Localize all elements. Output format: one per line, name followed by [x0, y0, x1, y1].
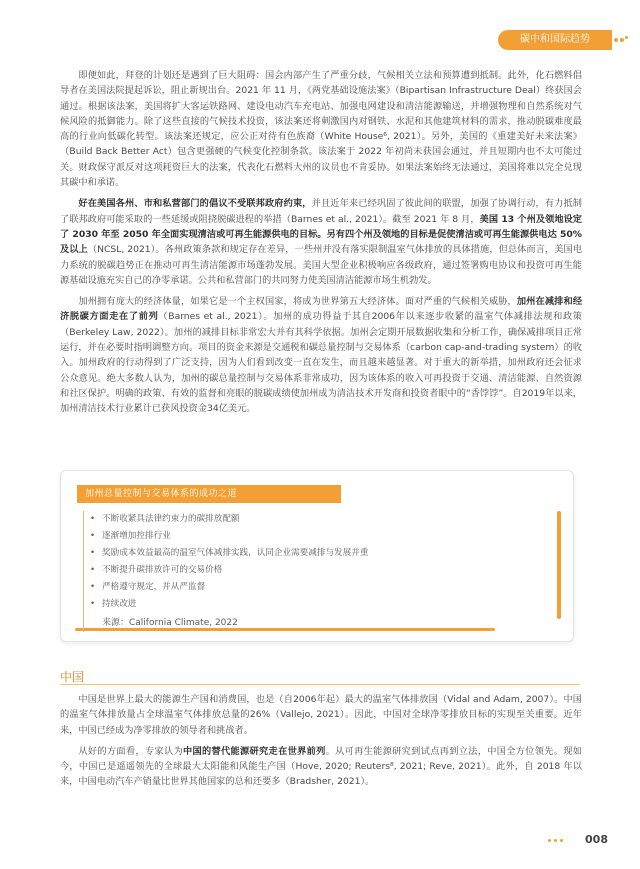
list-item: • 奖励成本效益最高的温室气体减排实践，认同企业需要减排与发展并重	[102, 545, 522, 562]
box-list	[83, 511, 522, 632]
list-item: • 严格遵守规定，并从严监督	[102, 579, 522, 596]
paragraph-1: 即便如此，拜登的计划还是遇到了巨大阻碍：国会内部产生了严重分歧，气候相关立法和预算遭到抵制。此外，化石燃料倡导者在美国法院提起诉讼，阻止新规出台。2021 年 11 月，《两党基础设施法案》（Bipartisan Infrastructure Deal）终获国会通过。根据该法案，美国将扩大客运铁路网、建设电动汽车充电站、加强电网建设和清洁能源输送，并增强物理和自然系统对气候风险的抵御能力。除了这些直接的气候技术投资，该法案还将刺激国内对钢铁、水泥和其他建筑材料的需求，推动脱碳难度最高的行业向低碳化转型。该法案还规定，应公正对待有色族裔（White House⁶, 2021）。另外，美国的《重建美好未来法案》（Build Back Better Act）包含更强硬的气候变化控制条款。该法案于 2022 年初尚未获国会通过，并且短期内也不太可能过关。财政保守派反对这项耗资巨大的法案，代表化石燃料大州的议员也不肯妥协。如果法案始终无法通过，美国将难以完全兑现其碳中和承诺。	[60, 70, 582, 189]
section-title-china: 中国	[60, 670, 85, 684]
list-item: • 持续改进	[102, 596, 522, 613]
header-dots-decoration	[614, 36, 628, 44]
list-item: • 逐渐增加控排行业	[102, 528, 522, 545]
paragraph-2-text-a: 并且近年来已经巩固了彼此间的联盟，加强了协调行动，有力抵制了联邦政府可能采取的一些延缓或阻挠脱碳进程的举措（Barnes et al., 2021）。截至 2021 年 8 月，	[60, 198, 582, 225]
page-number: 008	[585, 833, 608, 846]
china-text-block	[60, 692, 582, 796]
paragraph-2-text-b: （NCSL, 2021）。各州政策条款和规定存在差异，一些州并没有落实限制温室气体排放的具体措施，但总体而言，美国电力系统的脱碳趋势正在推动可再生清洁能源市场蓬勃发展。美国大型企业积极响应各级政府，通过签署购电协议和投资可再生能源基础设施充实自己的净零承诺。公共和私营部门的共同努力使美国清洁能源市场生机勃发。	[60, 244, 583, 286]
list-item: • 不断收紧具法律约束力的碳排放配额	[102, 511, 522, 528]
main-text-block	[60, 68, 582, 423]
paragraph-5-text-a: 从好的方面看，专家认为	[78, 745, 183, 757]
paragraph-2	[60, 196, 582, 288]
section-divider	[60, 684, 580, 685]
paragraph-4: 中国是世界上最大的能源生产国和消费国，也是（自2006年起）最大的温室气体排放国（Vidal and Adam, 2007）。中国的温室气体排放量占全球温室气体排放总量的26%（Vallejo, 2021）。因此，中国对全球净零排放目标的实现至关重要。近年来，中国已经成为净零排放的领导者和挑战者。	[60, 694, 582, 736]
chapter-tab: 碳中和国际趋势	[498, 30, 612, 50]
paragraph-3-text-a: 加州拥有庞大的经济体量，如果它是一个主权国家，将成为世界第五大经济体。面对严重的气候相关威胁，	[78, 296, 517, 308]
paragraph-2-bold-b: 美国 13 个州及领地设定了 2030 年至 2050 年全面实现清洁或可再生能源供电的目标。另有四个州及领地的目标是促使清洁或可再生能源供电达 50% 及以上	[60, 213, 582, 256]
california-success-box	[60, 470, 574, 642]
paragraph-2-bold-a: 好在美国各州、市和私营部门的倡议不受联邦政府约束，	[78, 198, 312, 210]
paragraph-3	[60, 294, 582, 416]
box-accent-bar-right	[557, 511, 561, 619]
page-dots-decoration	[548, 838, 566, 844]
list-item: • 不断提升碳排放许可的交易价格	[102, 562, 522, 579]
paragraph-5-bold: 中国的替代能源研究走在世界前列	[182, 745, 326, 757]
box-title: 加州总量控制与交易体系的成功之道	[77, 485, 341, 503]
paragraph-5	[60, 744, 582, 790]
box-source: 来源：California Climate, 2022	[102, 618, 238, 628]
paragraph-5-text-b: 。从可再生能源研究到试点再到立法，中国全方位领先。现如今，中国已是遥遥领先的全球最大太阳能和风能生产国（Hove, 2020; Reuters⁸, 2021; Reve, 2021）。此外，自 2018 年以来，中国电动汽车产销量比世界其他国家的总和还要多（Bradsher, 2021）。	[60, 745, 583, 788]
paragraph-3-text-b: （Barnes et al., 2021）。加州的成功得益于其自2006年以来逐步收紧的温室气体减排法规和政策（Berkeley Law, 2022）。加州的减排目标非常宏大并有其科学依据。加州会定期开展数据收集和分析工作，确保减排项目正常运行，并在必要时指明调整方向。项目的资金来源是交通税和碳总量控制与交易体系（carbon cap-and-trading system）的收入。加州政府的行动得到了广泛支持，因为人们看到改变一直在发生，而且越来越显著。对于重大的新举措，加州政府还会征求公众意见。绝大多数人认为，加州的碳总量控制与交易体系非常成功，因为该体系的收入可再投资于交通、清洁能源、自然资源和社区保护。明确的政策、有效的监督和亮眼的脱碳成绩使加州成为清洁技术开发商和投资者眼中的“香饽饽”。自2019年以来，加州清洁技术行业累计已获风投资金34亿美元。	[60, 311, 582, 415]
paragraph-3-bold: 加州在减排和经济脱碳方面走在了前列	[60, 296, 583, 323]
